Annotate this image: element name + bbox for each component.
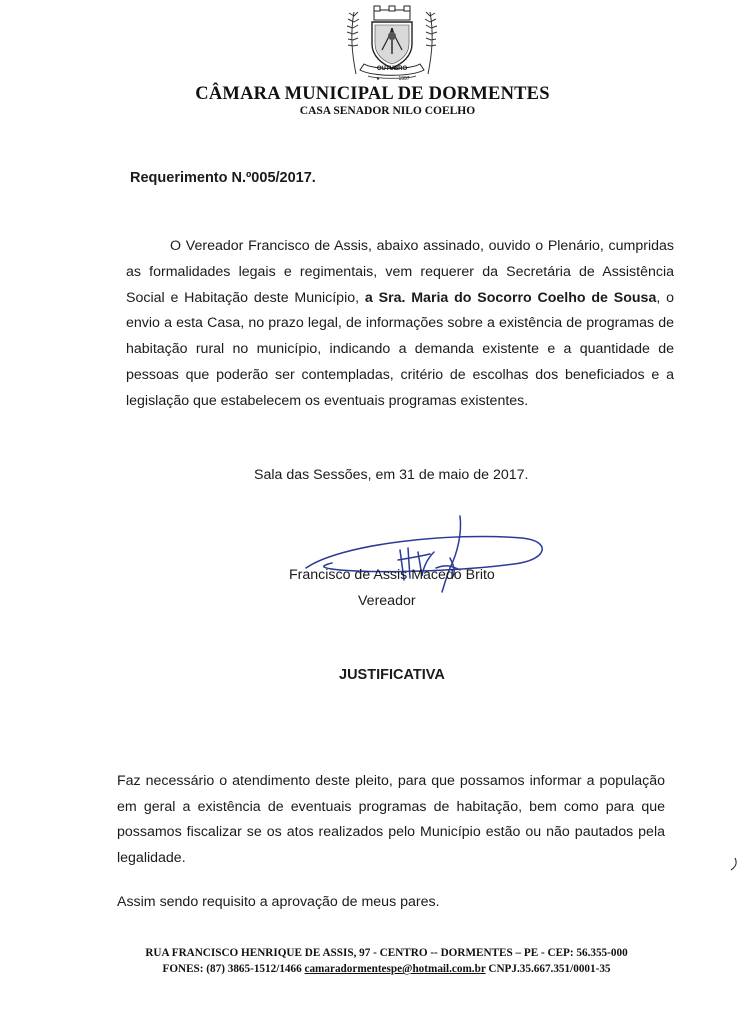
closing-line: Assim sendo requisito a aprovação de meus pares. <box>117 894 440 910</box>
requerimento-title: Requerimento N.º005/2017. <box>130 170 316 186</box>
body-text-before: O Vereador Francisco de Assis, abaixo assinado, ouvido o Plenário, cumpridas as formalidades legais e regimentais, vem requerer da Secretária de Assistência Social e Habitação deste Município, <box>126 238 674 306</box>
body-text-after: , o envio a esta Casa, no prazo legal, de informações sobre a existência de programas de habitação rural no município, indicando a demanda existente e a quantidade de pessoas que poderão ser contempladas, critério de escolhas dos beneficiados e a legislação que estabelecem os eventuais programas existentes. <box>126 289 674 409</box>
handwritten-signature <box>300 508 550 608</box>
crest-star-icon: ★ <box>375 76 381 82</box>
footer-cnpj: CNPJ.35.667.351/0001-35 <box>485 963 611 975</box>
footer-contacts <box>0 963 745 975</box>
coat-of-arms-icon <box>338 4 446 84</box>
justificativa-body: Faz necessário o atendimento deste pleito, para que possamos informar a população em geral a existência de eventuais programas de habitação, bem como para que possamos fiscalizar se os atos realizados pelo Município estão ou não pautados pela legalidade. <box>117 773 665 866</box>
crest-ribbon-text: OUTUBRO <box>376 66 408 72</box>
institution-title: CÂMARA MUNICIPAL DE DORMENTES <box>195 84 550 104</box>
footer-phones: FONES: (87) 3865-1512/1466 <box>162 963 305 975</box>
crest-year-text: 1997 <box>398 76 410 82</box>
signatory-role: Vereador <box>358 593 416 609</box>
sala-date-line: Sala das Sessões, em 31 de maio de 2017. <box>254 467 529 483</box>
justificativa-heading: JUSTIFICATIVA <box>339 667 445 683</box>
institution-subtitle: CASA SENADOR NILO COELHO <box>299 105 476 117</box>
footer-address: RUA FRANCISCO HENRIQUE DE ASSIS, 97 - CENTRO -- DORMENTES – PE - CEP: 56.355-000 <box>145 947 628 959</box>
stray-pen-mark <box>729 856 739 872</box>
signatory-name: Francisco de Assis Macedo Brito <box>289 567 495 583</box>
footer-email-link[interactable]: camaradormentespe@hotmail.com.br <box>304 963 486 975</box>
requerimento-body <box>126 234 674 415</box>
body-text-bold: a Sra. Maria do Socorro Coelho de Sousa <box>364 289 657 306</box>
